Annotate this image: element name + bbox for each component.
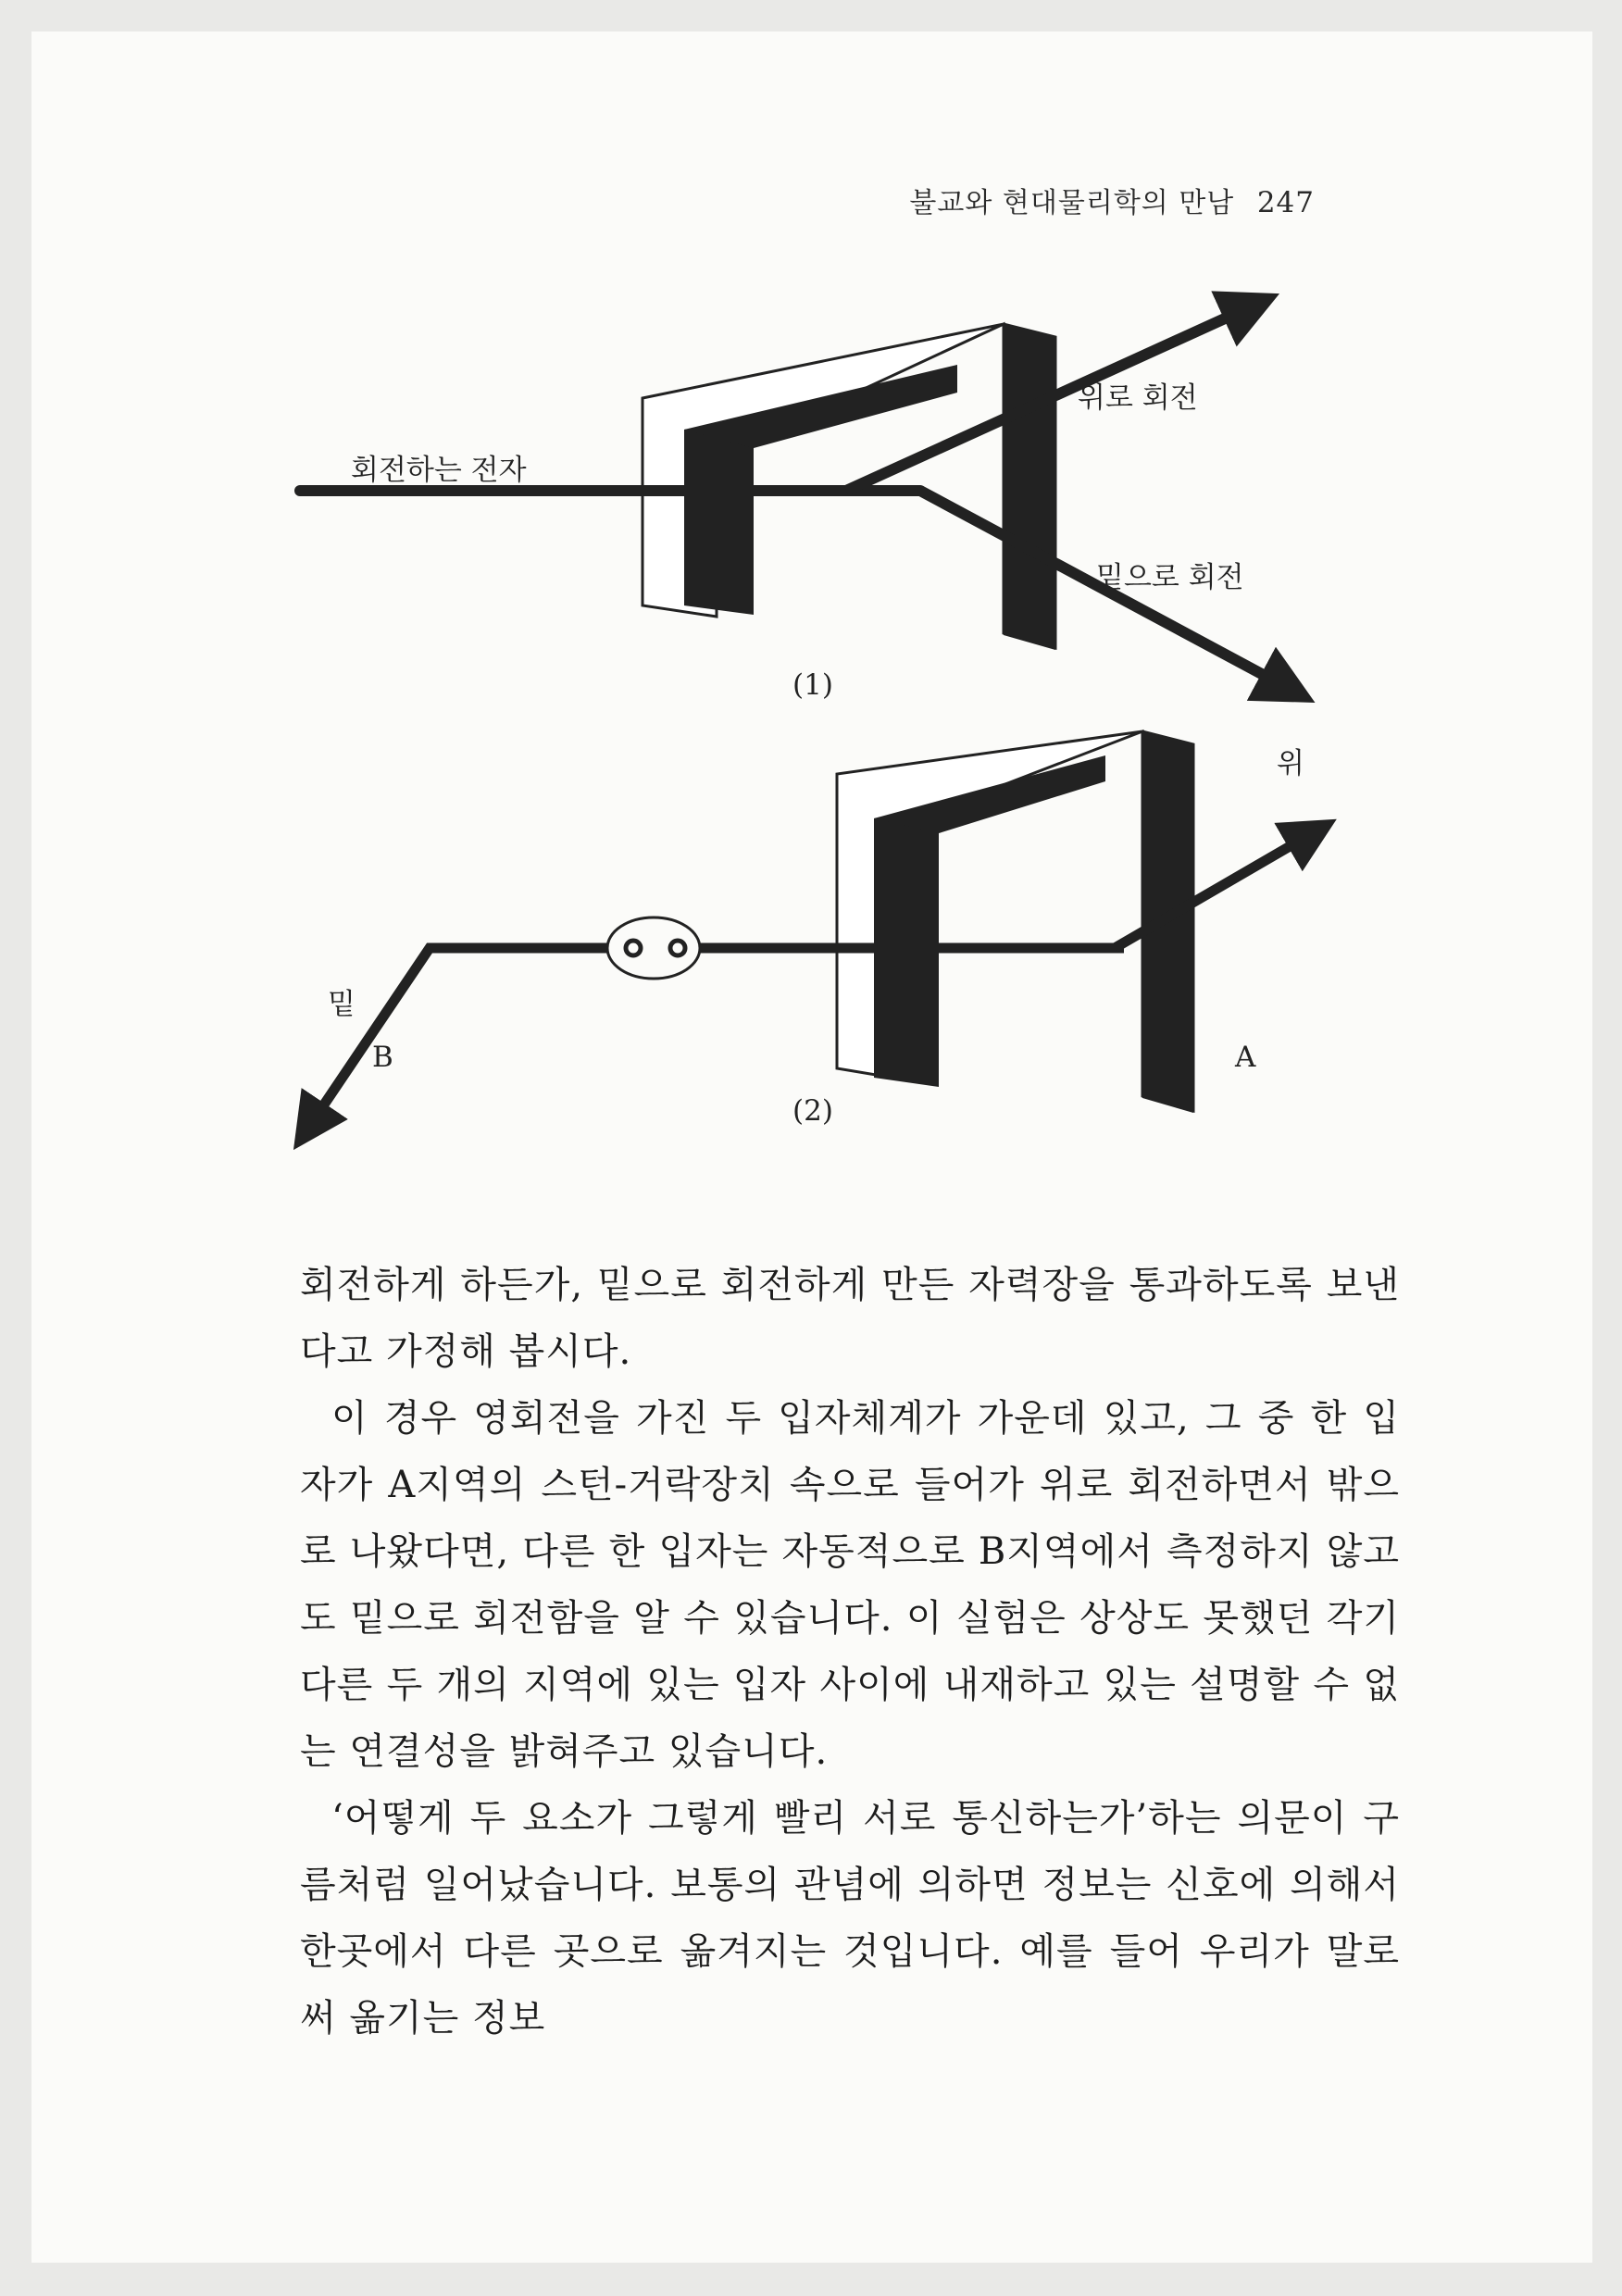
- label-up: 위: [1277, 747, 1304, 780]
- label-spin-down: 밑으로 회전: [1096, 561, 1244, 594]
- body-text: [300, 1252, 1400, 2052]
- paragraph-2: 이 경우 영회전을 가진 두 입자체계가 가운데 있고, 그 중 한 입자가 A지역의 스턴-거락장치 속으로 들어가 위로 회전하면서 밖으로 나왔다면, 다른 한 입자는 자동적으로 B지역에서 측정하지 않고도 밑으로 회전함을 알 수 있습니다. 이 실험은 상상도 못했던 각기 다른 두 개의 지역에 있는 입자 사이에 내재하고 있는 설명할 수 없는 연결성을 밝혀주고 있습니다.: [300, 1397, 1400, 1773]
- label-down: 밑: [328, 988, 356, 1021]
- figure-1: [300, 314, 1272, 680]
- label-spin-up: 위로 회전: [1078, 381, 1198, 415]
- label-spinning-electron: 회전하는 전자: [351, 454, 527, 487]
- beam-b: [318, 948, 613, 1113]
- paragraph-1: 회전하게 하든가, 밑으로 회전하게 만든 자력장을 통과하도록 보낸다고 가정해 봅시다.: [300, 1264, 1400, 1373]
- magnet-1-left-pole: [684, 420, 754, 615]
- paragraph-3: ‘어떻게 두 요소가 그렇게 빨리 서로 통신하는가’하는 의문이 구름처럼 일어났습니다. 보통의 관념에 의하면 정보는 신호에 의해서 한곳에서 다른 곳으로 옮겨지는 것입니다. 예를 들어 우리가 말로써 옮기는 정보: [300, 1797, 1400, 2040]
- book-page: [31, 31, 1592, 2263]
- figure-2: [318, 731, 1298, 1113]
- page-number: 247: [1256, 186, 1315, 219]
- label-region-b: B: [372, 1041, 393, 1074]
- stern-gerlach-diagram: [31, 31, 1592, 1235]
- figure-2-caption: (2): [792, 1094, 833, 1128]
- figure-1-caption: (1): [792, 668, 833, 702]
- particle-right: [670, 941, 685, 955]
- running-header-title: 불교와 현대물리학의 만남: [909, 187, 1235, 219]
- magnet-1-right-pole: [1004, 324, 1055, 650]
- particle-left: [626, 941, 641, 955]
- label-region-a: A: [1235, 1041, 1256, 1074]
